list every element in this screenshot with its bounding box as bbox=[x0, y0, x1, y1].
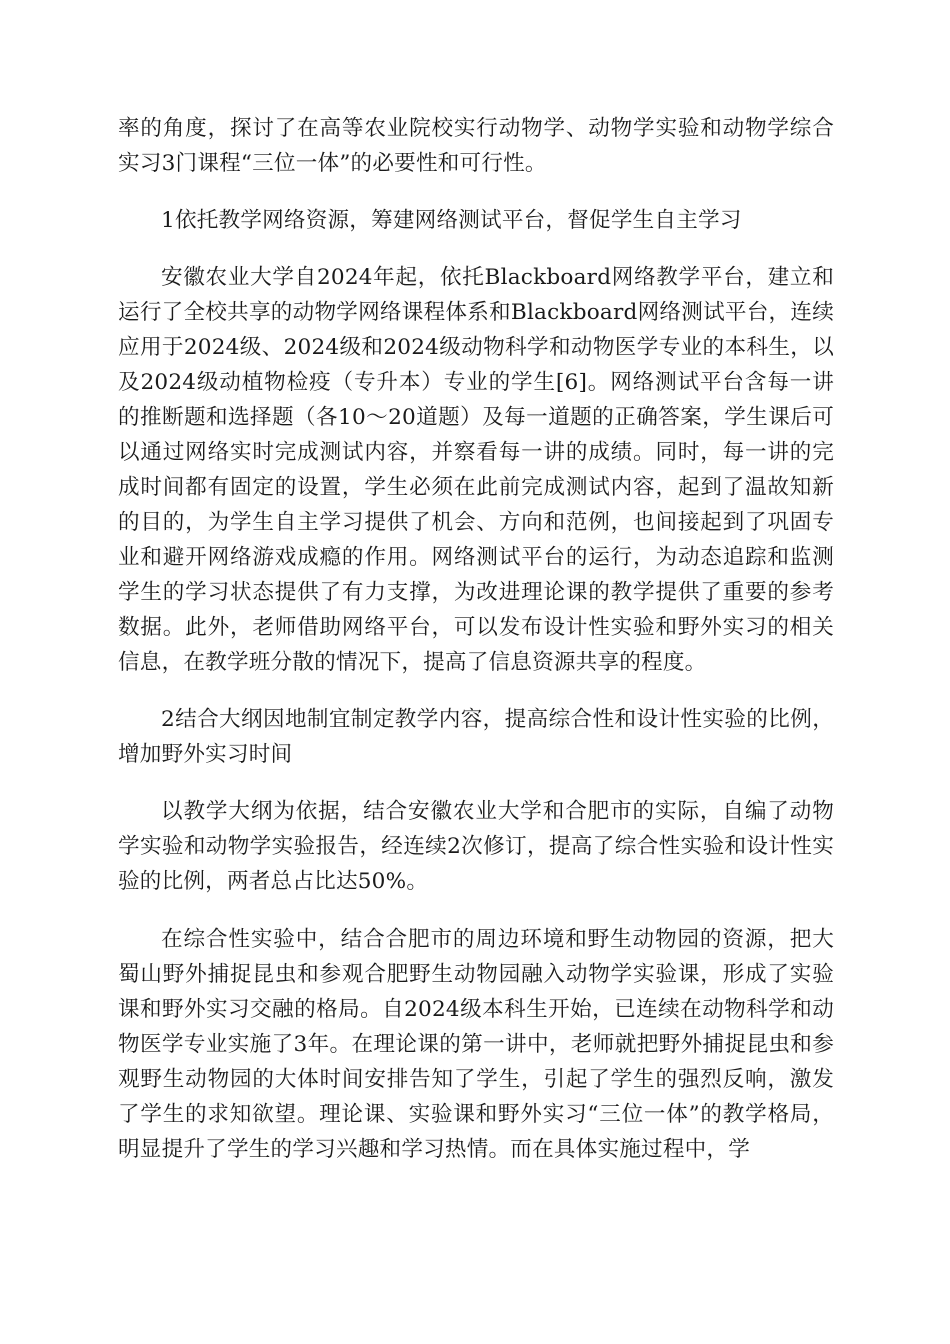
paragraph-comprehensive-experiments: 在综合性实验中，结合合肥市的周边环境和野生动物园的资源，把大蜀山野外捕捉昆虫和参观合肥野生动物园融入动物学实验课，形成了实验课和野外实习交融的格局。自2024级本科生开始，已连续在动物科学和动物医学专业实施了3年。在理论课的第一讲中，老师就把野外捕捉昆虫和参观野生动物园的大体时间安排告知了学生，引起了学生的强烈反响，激发了学生的求知欲望。理论课、实验课和野外实习“三位一体”的教学格局，明显提升了学生的学习兴趣和学习热情。而在具体实施过程中，学 bbox=[118, 927, 834, 1162]
section-heading-2: 2结合大纲因地制宜制定教学内容，提高综合性和设计性实验的比例，增加野外实习时间 bbox=[118, 707, 834, 767]
paragraph-syllabus: 以教学大纲为依据，结合安徽农业大学和合肥市的实际，自编了动物学实验和动物学实验报告，经连续2次修订，提高了综合性实验和设计性实验的比例，两者总占比达50%。 bbox=[118, 799, 834, 894]
paragraph-continuation: 率的角度，探讨了在高等农业院校实行动物学、动物学实验和动物学综合实习3门课程“三位一体”的必要性和可行性。 bbox=[118, 116, 834, 176]
section-heading-1: 1依托教学网络资源，筹建网络测试平台，督促学生自主学习 bbox=[161, 208, 742, 233]
body-text bbox=[118, 111, 834, 1167]
paragraph-network-platform: 安徽农业大学自2024年起，依托Blackboard网络教学平台，建立和运行了全校共享的动物学网络课程体系和Blackboard网络测试平台，连续应用于2024级、2024级和2024级动物科学和动物医学专业的本科生，以及2024级动植物检疫（专升本）专业的学生[6]。网络测试平台含每一讲的推断题和选择题（各10～20道题）及每一道题的正确答案，学生课后可以通过网络实时完成测试内容，并察看每一讲的成绩。同时，每一讲的完成时间都有固定的设置，学生必须在此前完成测试内容，起到了温故知新的目的，为学生自主学习提供了机会、方向和范例，也间接起到了巩固专业和避开网络游戏成瘾的作用。网络测试平台的运行，为动态追踪和监测学生的学习状态提供了有力支撑，为改进理论课的教学提供了重要的参考数据。此外，老师借助网络平台，可以发布设计性实验和野外实习的相关信息，在教学班分散的情况下，提高了信息资源共享的程度。 bbox=[118, 265, 834, 675]
